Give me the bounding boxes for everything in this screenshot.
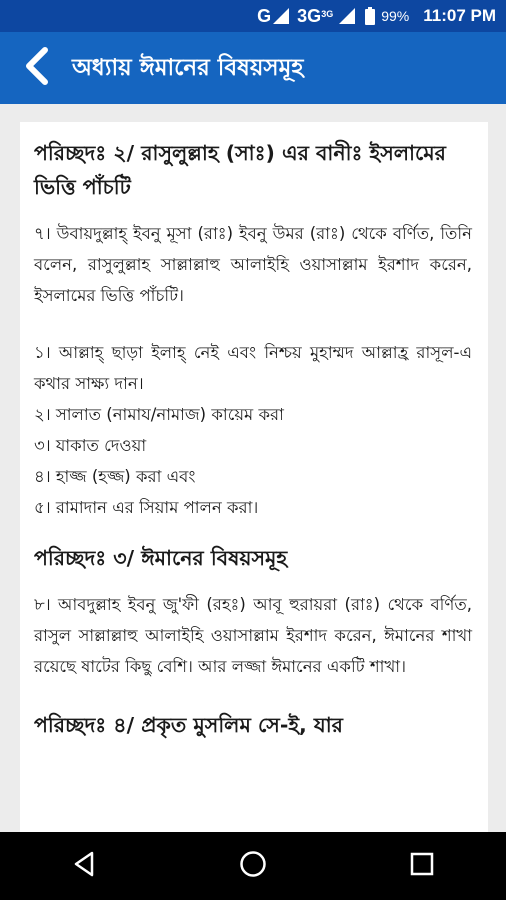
- hadith-8-text: ৮। আবদুল্লাহ ইবনু জু'ফী (রহঃ) আবূ হুরায়রা (রাঃ) থেকে বর্ণিত, রাসুল সাল্লাল্লাহু আলাইহি ওয়াসাল্লাম ইরশাদ করেন, ঈমানের শাখা রয়েছে ষাটের কিছু বেশি। আর লজ্জা ঈমানের একটি শাখা।: [34, 595, 472, 676]
- network-3g-label: [297, 6, 333, 27]
- status-bar: [0, 0, 506, 32]
- list-item: ৩। যাকাত দেওয়া: [34, 436, 147, 455]
- home-circle-icon: [239, 850, 267, 882]
- nav-home-button[interactable]: [213, 832, 293, 900]
- section-heading-4: পরিচ্ছদঃ ৪/ প্রকৃত মুসলিম সে-ই, যার: [34, 713, 343, 737]
- list-item: ৪। হাজ্জ (হজ্জ) করা এবং: [34, 467, 196, 486]
- back-triangle-icon: [72, 851, 96, 881]
- nav-recents-button[interactable]: [382, 832, 462, 900]
- list-item: ২। সালাত (নামায/নামাজ) কায়েম করা: [34, 405, 284, 424]
- network-3g-superscript: 3G: [321, 9, 334, 19]
- network-g-label: G: [257, 5, 272, 26]
- list-item: ১। আল্লাহ্ ছাড়া ইলাহ্ নেই এবং নিশ্চয় মুহাম্মদ আল্লাহ্র রাসূল-এ কথার সাক্ষ্য দান।: [34, 343, 472, 393]
- content-card: [20, 122, 488, 832]
- content-area[interactable]: [0, 104, 506, 832]
- signal-icon-2: [339, 8, 355, 24]
- hadith-7-text: ৭। উবায়দুল্লাহ্ ইবনু মূসা (রাঃ) ইবনু উমর (রাঃ) থেকে বর্ণিত, তিনি বলেন, রাসুলুল্লাহ সাল্লাল্লাহু আলাইহি ওয়াসাল্লাম ইরশাদ করেন, ইসলামের ভিত্তি পাঁচটি।: [34, 224, 472, 305]
- back-arrow-icon: [23, 46, 49, 90]
- nav-back-button[interactable]: [44, 832, 124, 900]
- app-bar: [0, 32, 506, 104]
- signal-icon: [273, 8, 289, 24]
- clock: 11:07 PM: [423, 6, 496, 25]
- battery-percent: 99%: [381, 8, 410, 24]
- network-3g-text: 3G: [297, 5, 322, 26]
- battery-icon: [365, 7, 375, 25]
- recents-square-icon: [410, 852, 434, 880]
- pillars-list: [34, 337, 472, 523]
- navigation-bar: [0, 832, 506, 900]
- back-button[interactable]: [8, 32, 64, 104]
- page-title: অধ্যায় ঈমানের বিষয়সমূহ: [72, 54, 304, 81]
- section-heading-2: পরিচ্ছদঃ ২/ রাসুলুল্লাহ (সাঃ) এর বানীঃ ইসলামের ভিত্তি পাঁচটি: [34, 141, 446, 199]
- section-heading-3: পরিচ্ছদঃ ৩/ ঈমানের বিষয়সমূহ: [34, 546, 288, 570]
- list-item: ৫। রামাদান এর সিয়াম পালন করা।: [34, 498, 259, 517]
